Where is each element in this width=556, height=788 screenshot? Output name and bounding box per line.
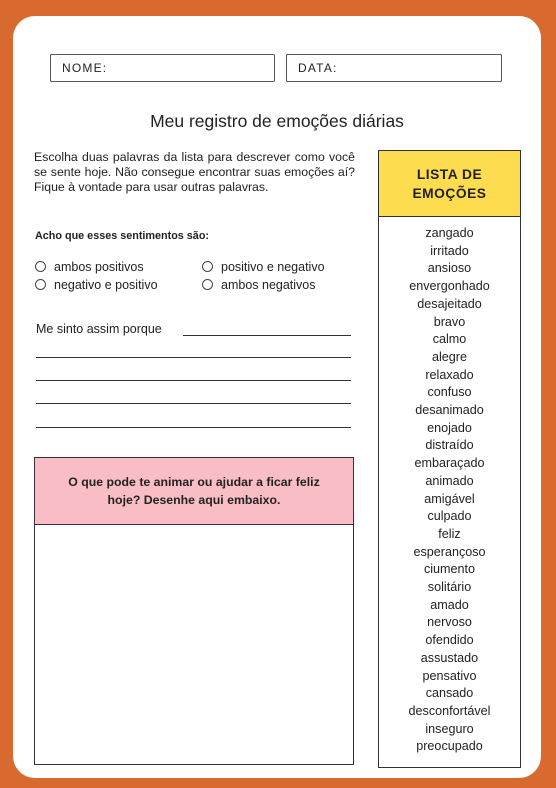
emotion-word: culpado: [427, 509, 472, 524]
emotion-word: bravo: [433, 314, 466, 329]
emotion-word: enojado: [427, 420, 472, 435]
emotion-word: confuso: [427, 385, 472, 400]
emotion-word: ansioso: [427, 261, 472, 276]
radio-icon[interactable]: [35, 261, 46, 272]
emotion-word: amado: [430, 597, 469, 612]
option-negative-positive[interactable]: [35, 277, 158, 293]
emotion-list-title: LISTA DE EMOÇÕES: [379, 151, 520, 217]
worksheet: [13, 16, 541, 778]
emotion-word: desanimado: [415, 403, 484, 418]
emotion-word-list: [379, 217, 520, 756]
option-both-positive[interactable]: [35, 259, 144, 275]
date-field[interactable]: [286, 54, 502, 82]
answer-line[interactable]: [36, 403, 351, 404]
name-label: NOME:: [62, 61, 108, 75]
emotion-word: desajeitado: [417, 296, 482, 311]
emotion-word: nervoso: [427, 615, 472, 630]
date-label: DATA:: [298, 61, 338, 75]
option-positive-negative[interactable]: [202, 259, 325, 275]
emotion-word: cansado: [425, 686, 474, 701]
name-field[interactable]: [50, 54, 275, 82]
radio-icon[interactable]: [202, 279, 213, 290]
emotion-word: ofendido: [425, 633, 474, 648]
page-title: Meu registro de emoções diárias: [150, 111, 404, 131]
emotion-word: preocupado: [416, 739, 483, 754]
emotion-word: feliz: [438, 526, 461, 541]
emotion-word: inseguro: [425, 721, 474, 736]
option-label: positivo e negativo: [221, 260, 325, 274]
emotion-word: ciumento: [423, 562, 476, 577]
emotion-word: irritado: [430, 243, 469, 258]
answer-line[interactable]: [36, 427, 351, 428]
emotion-word: solitário: [427, 580, 472, 595]
because-label: Me sinto assim porque: [36, 322, 162, 336]
emotion-word: relaxado: [425, 367, 474, 382]
option-label: ambos negativos: [221, 278, 316, 292]
drawing-prompt: O que pode te animar ou ajudar a ficar feliz hoje? Desenhe aqui embaixo.: [35, 458, 353, 525]
radio-icon[interactable]: [202, 261, 213, 272]
emotion-word: zangado: [425, 226, 474, 240]
emotion-word: calmo: [432, 332, 467, 347]
answer-line[interactable]: [36, 380, 351, 381]
instructions-text: Escolha duas palavras da lista para descrever como você se sente hoje. Não consegue encontrar suas emoções aí? Fique à vontade para usar outras palavras.: [34, 150, 355, 194]
emotion-word: distraído: [425, 438, 474, 453]
option-both-negative[interactable]: [202, 277, 316, 293]
emotion-word: animado: [425, 473, 474, 488]
emotion-word: desconfortável: [408, 703, 491, 718]
emotion-word: pensativo: [422, 668, 477, 683]
emotion-word: assustado: [420, 650, 479, 665]
drawing-box[interactable]: [34, 457, 354, 765]
option-label: ambos positivos: [54, 260, 144, 274]
emotion-list-box: [378, 150, 521, 768]
emotion-word: amigável: [424, 491, 475, 506]
emotion-word: alegre: [431, 349, 467, 364]
feelings-question: Acho que esses sentimentos são:: [35, 230, 210, 242]
radio-icon[interactable]: [35, 279, 46, 290]
answer-line[interactable]: [183, 335, 351, 336]
option-label: negativo e positivo: [54, 278, 158, 292]
emotion-word: envergonhado: [409, 279, 490, 294]
emotion-word: esperançoso: [413, 544, 486, 559]
answer-line[interactable]: [36, 357, 351, 358]
emotion-word: embaraçado: [414, 456, 485, 471]
